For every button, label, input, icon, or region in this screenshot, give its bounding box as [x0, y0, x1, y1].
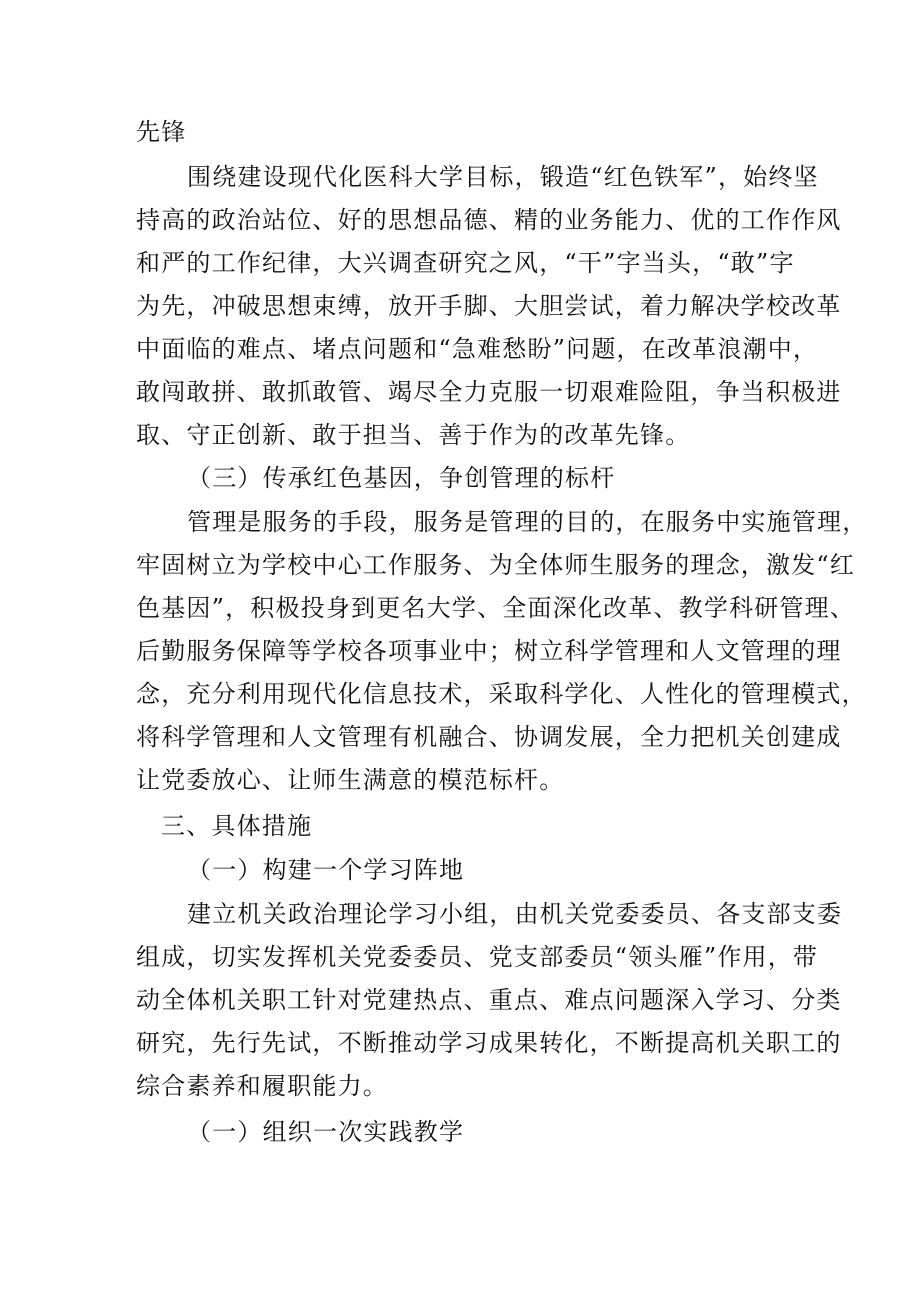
text-line: 综合素养和履职能力。	[136, 1072, 388, 1100]
text-line: 中面临的难点、堵点问题和“急难愁盼”问题，在改革浪潮中，	[136, 335, 819, 363]
text-line: 围绕建设现代化医科大学目标，锻造“红色铁军”，始终坚	[187, 163, 819, 191]
text-line: 组成，切实发挥机关党委委员、党支部委员“领头雁”作用，带	[136, 943, 819, 971]
text-line: 念，充分利用现代化信息技术，采取科学化、人性化的管理模式，	[136, 680, 867, 708]
text-line: 让党委放心、让师生满意的模范标杆。	[136, 766, 565, 794]
text-line: 敢闯敢拼、敢抓敢管、竭尽全力克服一切艰难险阻，争当积极进	[136, 378, 842, 406]
text-line: 研究，先行先试，不断推动学习成果转化，不断提高机关职工的	[136, 1029, 842, 1057]
text-line: 动全体机关职工针对党建热点、重点、难点问题深入学习、分类	[136, 986, 842, 1014]
text-line: 和严的工作纪律，大兴调查研究之风，“干”字当头，“敢”字	[136, 249, 795, 277]
text-line: 管理是服务的手段，服务是管理的目的，在服务中实施管理，	[187, 508, 868, 536]
text-line: 持高的政治站位、好的思想品德、精的业务能力、优的工作作风	[136, 206, 842, 234]
text-line: 将科学管理和人文管理有机融合、协调发展，全力把机关创建成	[136, 723, 842, 751]
text-line: 牢固树立为学校中心工作服务、为全体师生服务的理念，激发“红	[136, 551, 856, 579]
section-heading: 三、具体措施	[161, 812, 313, 840]
text-line: 建立机关政治理论学习小组，由机关党委委员、各支部支委	[187, 900, 843, 928]
text-line: 后勤服务保障等学校各项事业中；树立科学管理和人文管理的理	[136, 637, 842, 665]
text-line: 色基因”，积极投身到更名大学、全面深化改革、教学科研管理、	[136, 594, 856, 622]
section-heading: （三）传承红色基因，争创管理的标杆	[187, 464, 616, 492]
text-line: 取、守正创新、敢于担当、善于作为的改革先锋。	[136, 421, 691, 449]
section-heading: （一）构建一个学习阵地	[187, 856, 465, 884]
text-line: 为先，冲破思想束缚，放开手脚、大胆尝试，着力解决学校改革	[136, 292, 842, 320]
section-heading: （一）组织一次实践教学	[187, 1118, 465, 1146]
text-line: 先锋	[136, 118, 187, 146]
